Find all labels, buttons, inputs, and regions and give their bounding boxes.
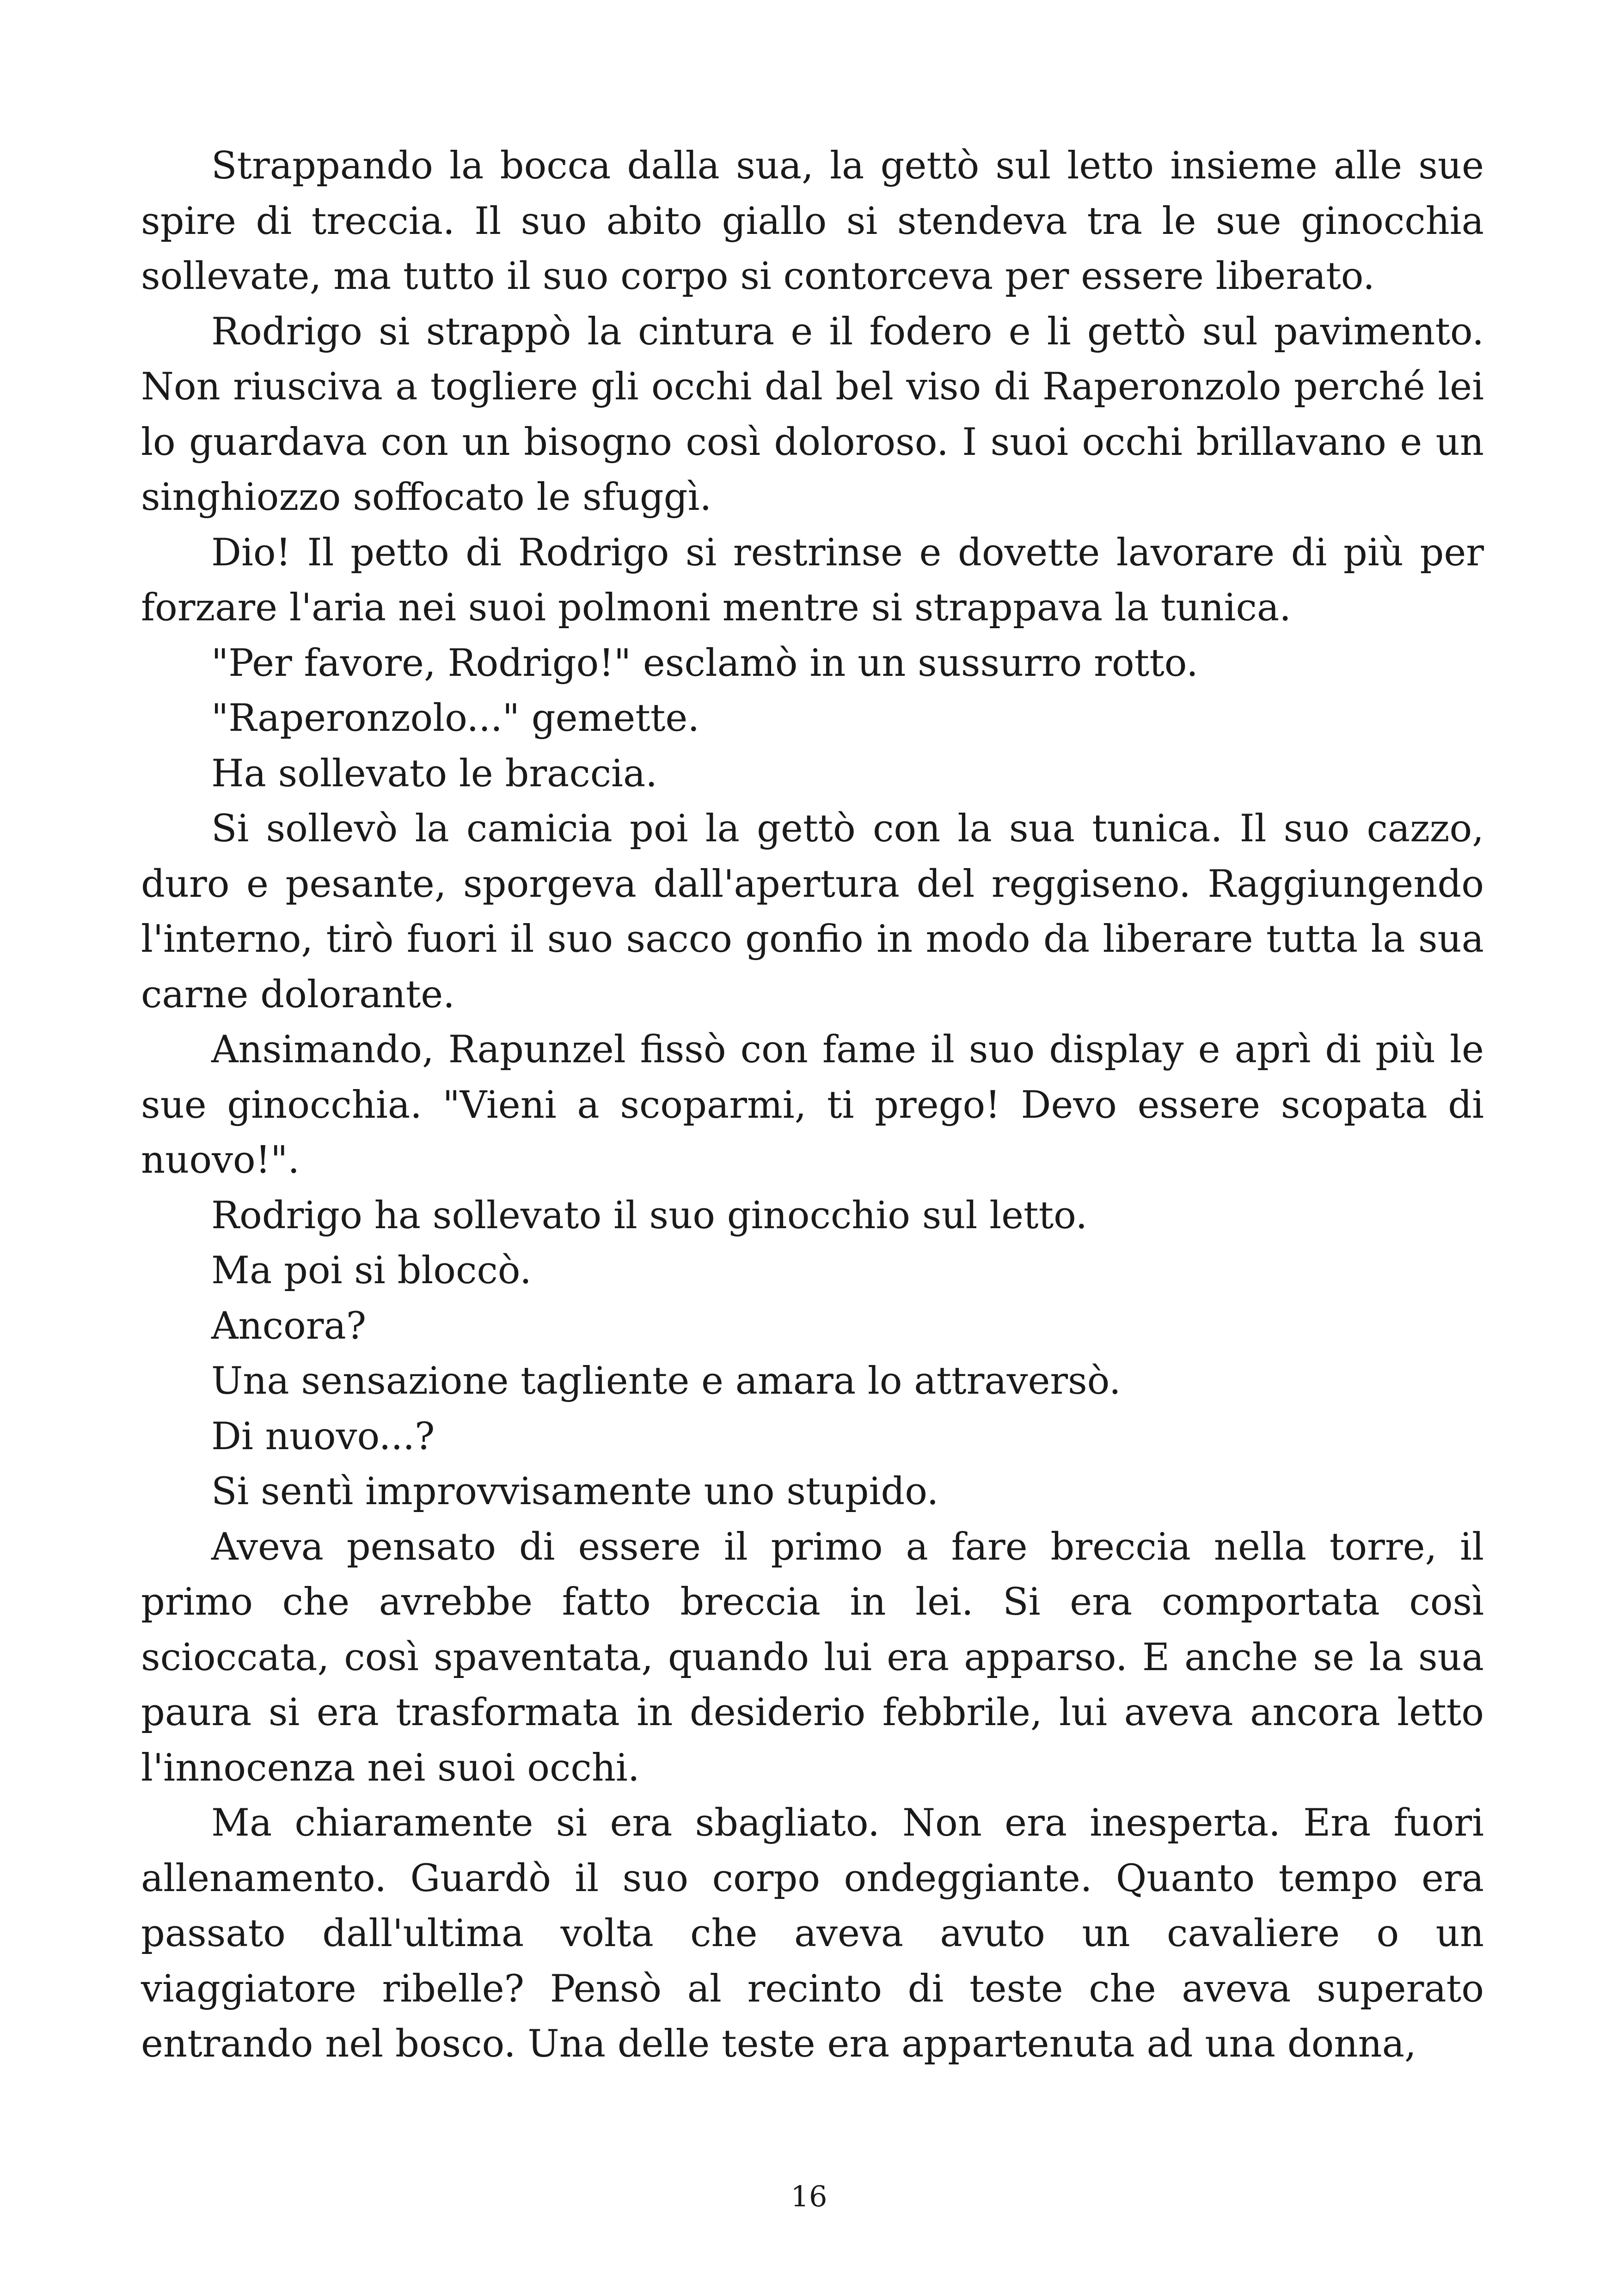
paragraph: Una sensazione tagliente e amara lo attraversò.: [211, 1359, 1121, 1403]
paragraph: Dio! Il petto di Rodrigo si restrinse e dovette lavorare di più per forzare l'aria nei suoi polmoni mentre si strappava la tunica.: [141, 531, 1484, 630]
paragraph: Si sollevò la camicia poi la gettò con la sua tunica. Il suo cazzo, duro e pesante, sporgeva dall'apertura del reggiseno. Raggiungendo l'interno, tirò fuori il suo sacco gonfio in modo da liberare tutta la sua carne dolorante.: [141, 807, 1484, 1016]
paragraph: Rodrigo si strappò la cintura e il fodero e li gettò sul pavimento. Non riusciva a togliere gli occhi dal bel viso di Raperonzolo perché lei lo guardava con un bisogno così doloroso. I suoi occhi brillavano e un singhiozzo soffocato le sfuggì.: [141, 310, 1484, 519]
paragraph: Aveva pensato di essere il primo a fare breccia nella torre, il primo che avrebbe fatto breccia in lei. Si era comportata così scioccata, così spaventata, quando lui era apparso. E anche se la sua paura si era trasformata in desiderio febbrile, lui aveva ancora letto l'innocenza nei suoi occhi.: [141, 1525, 1484, 1790]
body-text: [141, 139, 1484, 2072]
paragraph: Si sentì improvvisamente uno stupido.: [211, 1470, 939, 1513]
paragraph: Ansimando, Rapunzel fissò con fame il suo display e aprì di più le sue ginocchia. "Vieni a scoparmi, ti prego! Devo essere scopata di nuovo!".: [141, 1028, 1484, 1182]
paragraph: "Per favore, Rodrigo!" esclamò in un sussurro rotto.: [211, 641, 1198, 685]
paragraph: Ha sollevato le braccia.: [211, 752, 657, 796]
paragraph: Rodrigo ha sollevato il suo ginocchio sul letto.: [211, 1194, 1088, 1237]
paragraph: "Raperonzolo..." gemette.: [211, 697, 700, 740]
paragraph: Ancora?: [211, 1304, 367, 1348]
paragraph: Di nuovo...?: [211, 1414, 435, 1458]
paragraph: Ma chiaramente si era sbagliato. Non era inesperta. Era fuori allenamento. Guardò il suo corpo ondeggiante. Quanto tempo era passato dall'ultima volta che aveva avuto un cavaliere o un viaggiatore ribelle? Pensò al recinto di teste che aveva superato entrando nel bosco. Una delle teste era appartenuta ad una donna,: [141, 1801, 1484, 2066]
paragraph: Strappando la bocca dalla sua, la gettò sul letto insieme alle sue spire di treccia. Il suo abito giallo si stendeva tra le sue ginocchia sollevate, ma tutto il suo corpo si contorceva per essere liberato.: [141, 144, 1484, 298]
page-number: 16: [791, 2180, 827, 2213]
paragraph: Ma poi si bloccò.: [211, 1249, 532, 1292]
